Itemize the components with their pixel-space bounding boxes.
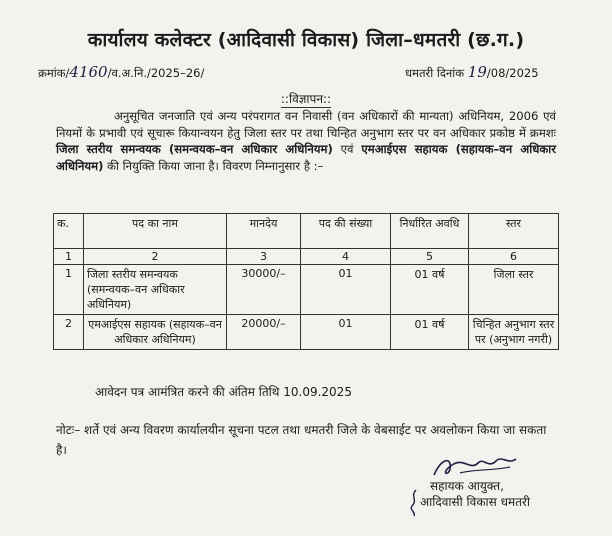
signatory-office: आदिवासी विकास धमतरी	[420, 495, 531, 509]
signature-initial-mark	[408, 488, 420, 518]
col-header-sno: क.	[54, 214, 84, 249]
row-post: एमआईएस सहायक (सहायक–वन अधिकार अधिनियम)	[84, 315, 227, 350]
ref-suffix: /व.अ.नि./2025–26/	[107, 66, 205, 80]
col-number: 1	[54, 249, 84, 265]
signatory-designation: सहायक आयुक्त,	[430, 479, 504, 493]
table-row	[54, 315, 559, 350]
row-level: जिला स्तर	[469, 265, 559, 315]
row-honorarium: 20000/–	[227, 315, 301, 350]
row-count: 01	[301, 315, 391, 350]
notice-heading: ::विज्ञापन::	[280, 92, 332, 106]
ref-number: 4160	[69, 63, 108, 81]
table-header-row	[54, 214, 559, 249]
para-text-2: एवं	[340, 142, 354, 157]
posts-table	[53, 213, 559, 350]
row-honorarium: 30000/–	[227, 265, 301, 315]
table-row	[54, 265, 559, 315]
row-duration: 01 वर्ष	[391, 265, 469, 315]
col-header-duration: निर्धारित अवधि	[391, 214, 469, 249]
note-text: नोटः– शर्ते एवं अन्य विवरण कार्यालयीन सूचना पटल तथा धमतरी जिले के वेबसाईट पर अवलोकन किया जा सकता है।	[56, 423, 547, 457]
col-header-level: स्तर	[469, 214, 559, 249]
office-title: कार्यालय कलेक्टर (आदिवासी विकास) जिला–धमतरी (छ.ग.)	[87, 29, 525, 51]
row-level: चिन्हित अनुभाग स्तर पर (अनुभाग नगरी)	[469, 315, 559, 350]
col-number: 6	[469, 249, 559, 265]
row-duration: 01 वर्ष	[391, 315, 469, 350]
notice-paragraph	[56, 108, 556, 174]
col-number: 5	[391, 249, 469, 265]
ref-label: क्रमांक/	[38, 66, 70, 80]
row-sno: 1	[54, 265, 84, 315]
para-text-1: अनुसूचित जनजाति एवं अन्य परंपरागत वन निवासी (वन अधिकारों की मान्यता) अधिनियम, 2006 एवं नियमों के प्रभावी एवं सूचारू कियान्वयन हेतु जिला स्तर पर तथा चिन्हित अनुभाग स्तर पर वन अधिकार प्रकोष्ठ में क्रमशः	[56, 109, 556, 140]
col-header-count: पद की संख्या	[301, 214, 391, 249]
date-line	[405, 63, 539, 81]
col-number: 3	[227, 249, 301, 265]
col-header-post: पद का नाम	[84, 214, 227, 249]
date-rest: /08/2025	[486, 66, 539, 80]
post-1-name: जिला स्तरीय समन्वयक (समन्वयक–वन अधिकार अधिनियम)	[56, 142, 333, 157]
row-count: 01	[301, 265, 391, 315]
row-post: जिला स्तरीय समन्वयक (समन्वयक–वन अधिकार अधिनियम)	[84, 265, 227, 315]
para-text-3: की नियुक्ति किया जाना है। विवरण निम्नानुसार है :–	[107, 158, 324, 173]
reference-line	[38, 63, 204, 81]
row-sno: 2	[54, 315, 84, 350]
date-label: धमतरी दिनांक	[405, 66, 465, 80]
post-2-name: एमआईएस सहायक (सहायक–वन अधिकार अधिनियम)	[56, 142, 557, 173]
column-number-row	[54, 249, 559, 265]
col-number: 2	[84, 249, 227, 265]
col-number: 4	[301, 249, 391, 265]
col-header-honorarium: मानदेय	[227, 214, 301, 249]
application-deadline: आवेदन पत्र आमंत्रित करने की अंतिम तिथि 10.09.2025	[95, 385, 352, 399]
date-day: 19	[467, 63, 487, 81]
